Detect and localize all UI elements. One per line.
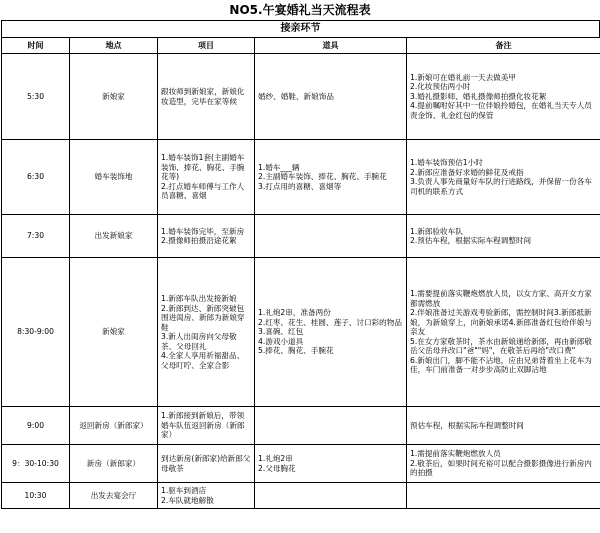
note-line: 1.婚车装饰预估1小时 <box>410 158 483 167</box>
cell-note <box>407 140 600 215</box>
table-row <box>2 483 600 509</box>
table-row <box>2 407 600 445</box>
props-line: 1.礼炮2串 <box>258 454 293 463</box>
column-header-time: 时间 <box>2 38 70 54</box>
item-line: 2.摄像师拍摄沿途花絮 <box>161 236 237 245</box>
cell-props <box>255 140 407 215</box>
cell-props <box>255 407 407 445</box>
table-header-row <box>2 38 600 54</box>
props-line: 3.打点用的喜糖、喜烟等 <box>258 181 342 191</box>
cell-place: 新房（新郎家） <box>70 445 158 483</box>
note-line: 3.负责人事先商量好车队的行进路线，并保留一份各车司机的联系方式 <box>410 177 592 196</box>
cell-place: 出发去宴会厅 <box>70 483 158 509</box>
props-line: 4.游戏小道具 <box>258 336 304 346</box>
table-body <box>2 54 600 509</box>
cell-time: 9:00 <box>2 407 70 445</box>
item-line: 1.新郎接到新娘后，带领婚车队伍返回新房（新郎家） <box>161 411 245 440</box>
cell-time: 6:30 <box>2 140 70 215</box>
props-line: 5.捧花、胸花、手腕花 <box>258 346 334 356</box>
note-line: 2.预估车程，根据实际车程调整时间 <box>410 236 532 245</box>
cell-time: 10:30 <box>2 483 70 509</box>
cell-time: 7:30 <box>2 215 70 258</box>
cell-item <box>158 54 255 140</box>
note-line: 3.婚礼摄影师、婚礼摄像师拍摄化妆花絮 <box>410 91 547 101</box>
cell-item <box>158 140 255 215</box>
item-line: 1.驱车到酒店 <box>161 486 207 495</box>
schedule-table <box>1 37 600 509</box>
cell-place: 返回新房（新郎家） <box>70 407 158 445</box>
item-line: 3.新人出闺房向父母敬茶、父母回礼 <box>161 332 237 351</box>
cell-props <box>255 445 407 483</box>
cell-time: 8:30-9:00 <box>2 258 70 407</box>
cell-props <box>255 215 407 258</box>
cell-note <box>407 407 600 445</box>
cell-note <box>407 54 600 140</box>
table-row <box>2 215 600 258</box>
note-line: 1.新郎验收车队 <box>410 226 463 236</box>
cell-place: 婚车装饰地 <box>70 140 158 215</box>
note-line: 2.伴娘准备过关游戏考验新郎，需控制时间3.新郎抵新娘，为新娘穿上，向新娘承诺4.新郎准备红包给伴娘与亲友 <box>410 308 592 337</box>
note-line: 预估车程，根据实际车程调整时间 <box>410 420 524 430</box>
cell-item <box>158 483 255 509</box>
item-line: 2.新郎到达、新郎突破包围进闺房、新郎为新娘穿鞋 <box>161 303 245 332</box>
props-line: 1.礼炮2串，准备两份 <box>258 308 331 318</box>
item-line: 到达新房(新郎家)给新郎父母敬茶 <box>161 454 251 473</box>
page-title: NO5.午宴婚礼当天流程表 <box>229 3 371 17</box>
column-header-props: 道具 <box>255 38 407 54</box>
cell-note <box>407 215 600 258</box>
cell-time: 9：30-10:30 <box>2 445 70 483</box>
table-row <box>2 258 600 407</box>
column-header-note: 备注 <box>407 38 600 54</box>
note-line: 6.新娘出门，脚不能不沾地，应由兄弟背着坐上花车为佳，车门前准备一对步步高防止双脚沾地 <box>410 355 592 375</box>
cell-note <box>407 483 600 509</box>
props-line: 3.喜碗、红包 <box>258 327 304 337</box>
props-line: 2.红枣、花生、桂圆、莲子、讨口彩的物品 <box>258 317 402 327</box>
note-line: 1.需提前落实鞭炮燃放人员 <box>410 449 501 459</box>
cell-props <box>255 483 407 509</box>
note-line: 4.提前嘱咐好其中一位伴娘拎婚包，在婚礼当天专人员责金饰、礼金红包的保管 <box>410 101 592 120</box>
cell-item <box>158 445 255 483</box>
cell-item <box>158 215 255 258</box>
section-title: 接亲环节 <box>1 20 600 37</box>
cell-props <box>255 258 407 407</box>
note-line: 2.敬茶后，如果时间充裕可以配合摄影摄像进行新房内的拍摄 <box>410 458 592 478</box>
props-line: 1.婚车___辆 <box>258 162 300 172</box>
table-row <box>2 140 600 215</box>
props-line: 2.父母胸花 <box>258 463 296 473</box>
column-header-place: 地点 <box>70 38 158 54</box>
item-line: 1.婚车装饰完毕，至新房 <box>161 226 245 236</box>
item-line: 4.全家人享用祈福甜品、父母叮咛、全家合影 <box>161 351 245 370</box>
note-line: 1.需要提前落实鞭炮燃放人员，以女方家、高开女方家都需燃放 <box>410 289 592 308</box>
note-line: 5.在女方家敬茶时，茶水由新娘递给新郎，再由新郎敬岳父岳母并改口"爸""妈"，在敬茶后再给"改口费" <box>410 336 592 356</box>
note-line: 2.新郎应准备好求婚的鲜花及戒指 <box>410 167 524 177</box>
cell-item <box>158 407 255 445</box>
item-line: 1.新郎车队出发接新娘 <box>161 294 237 303</box>
cell-props <box>255 54 407 140</box>
column-header-item: 项目 <box>158 38 255 54</box>
note-line: 1.新娘可在婚礼前一天去做美甲 <box>410 72 516 82</box>
table-row <box>2 54 600 140</box>
item-line: 1.婚车装饰1套(主副婚车装饰、捧花、胸花、手腕花等) <box>161 153 245 182</box>
props-line: 婚纱、婚鞋、新娘饰品 <box>258 91 334 101</box>
item-line: 2.打点婚车师傅与工作人员喜糖、喜烟 <box>161 181 245 201</box>
cell-note <box>407 258 600 407</box>
cell-time: 5:30 <box>2 54 70 140</box>
cell-item <box>158 258 255 407</box>
cell-place: 出发新娘家 <box>70 215 158 258</box>
cell-place: 新娘家 <box>70 54 158 140</box>
table-row <box>2 445 600 483</box>
item-line: 跟妆师到新娘家，新娘化妆造型，完毕在家等候 <box>161 87 245 106</box>
cell-place: 新娘家 <box>70 258 158 407</box>
note-line: 2.化妆预估两小时 <box>410 82 471 92</box>
item-line: 2.车队就地解散 <box>161 495 214 505</box>
props-line: 2.主副婚车装饰、捧花、胸花、手腕花 <box>258 172 387 182</box>
cell-note <box>407 445 600 483</box>
